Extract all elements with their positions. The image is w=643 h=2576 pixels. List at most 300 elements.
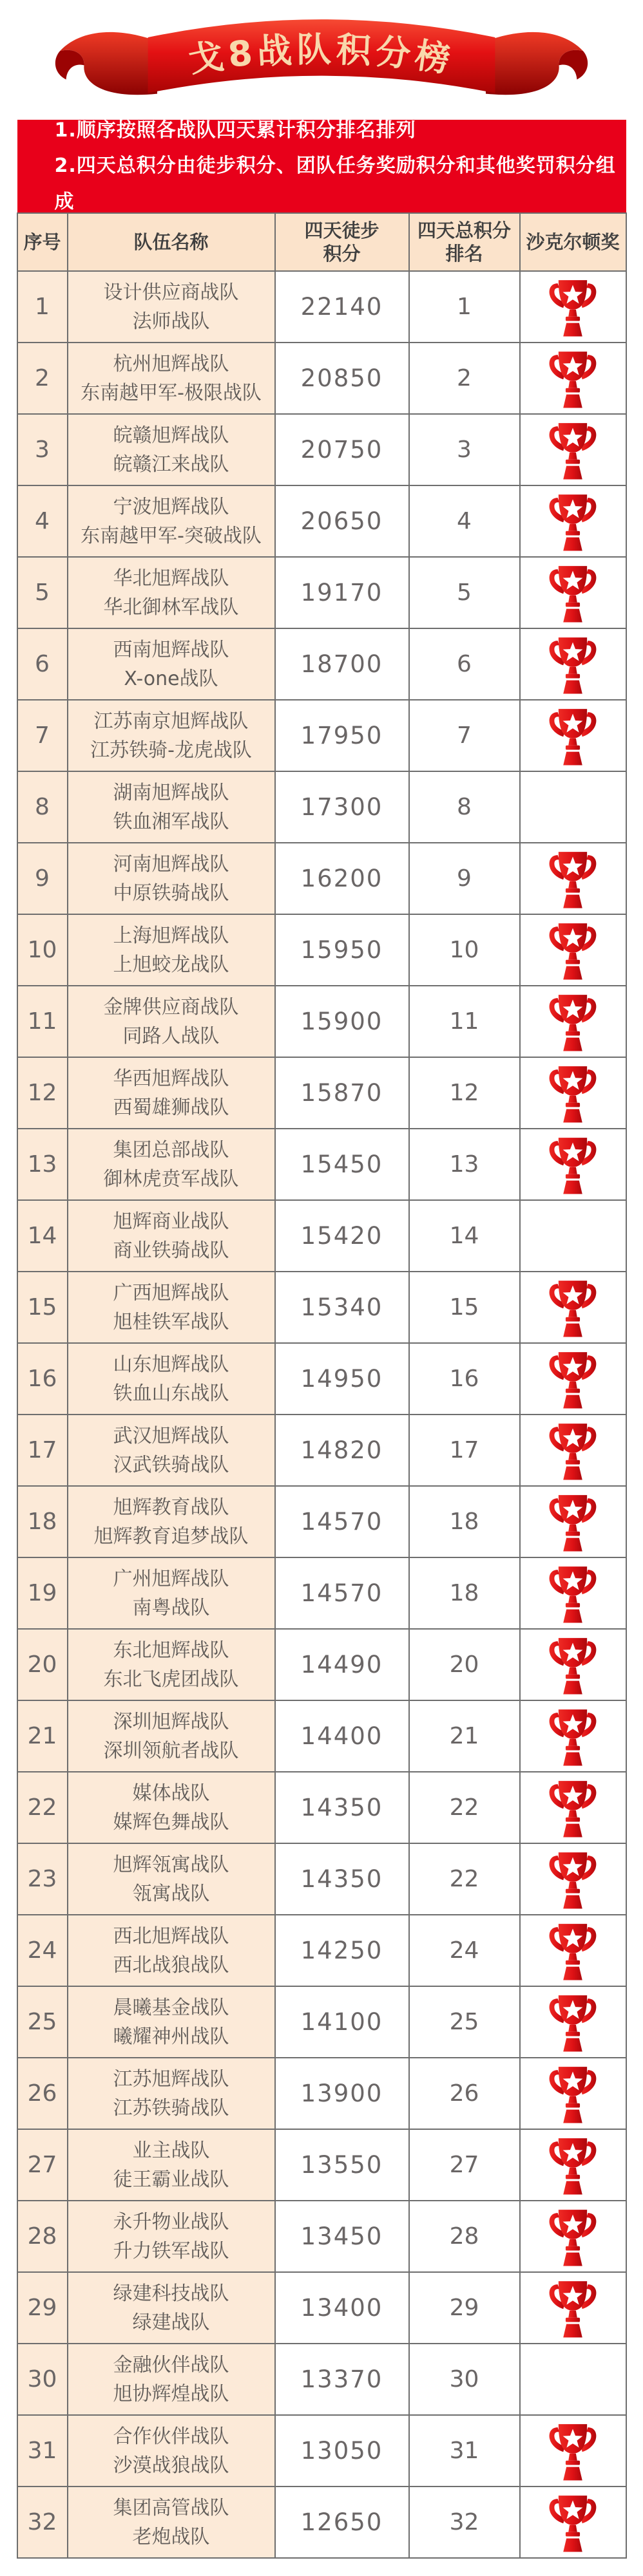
row-rank: 3	[409, 414, 520, 485]
award-cell	[520, 485, 626, 557]
row-rank: 32	[409, 2487, 520, 2558]
trophy-icon	[546, 919, 599, 981]
table-row	[17, 2058, 626, 2129]
row-rank: 12	[409, 1057, 520, 1129]
award-cell	[520, 1986, 626, 2058]
table-row	[17, 343, 626, 414]
team-name: 法师战队	[132, 310, 210, 333]
table-row	[17, 1415, 626, 1486]
row-score: 14820	[275, 1415, 409, 1486]
leaderboard-body	[17, 271, 626, 2558]
award-cell	[520, 1129, 626, 1200]
award-cell	[520, 1772, 626, 1843]
team-names	[68, 1557, 275, 1629]
team-name: 绿建科技战队	[113, 2282, 229, 2305]
team-name: 南粤战队	[132, 1596, 210, 1619]
table-row	[17, 485, 626, 557]
trophy-icon	[546, 1991, 599, 2053]
row-no: 12	[17, 1057, 68, 1129]
row-rank: 9	[409, 843, 520, 914]
row-score: 13400	[275, 2272, 409, 2344]
row-no: 31	[17, 2415, 68, 2487]
row-rank: 28	[409, 2201, 520, 2272]
trophy-icon	[546, 276, 599, 338]
team-name: 湖南旭辉战队	[113, 781, 229, 804]
row-score: 13370	[275, 2344, 409, 2415]
trophy-icon	[546, 1134, 599, 1196]
row-score: 14490	[275, 1629, 409, 1700]
row-score: 20750	[275, 414, 409, 485]
row-no: 6	[17, 628, 68, 700]
team-names	[68, 2058, 275, 2129]
award-cell	[520, 1486, 626, 1557]
team-name: 东南越甲军-突破战队	[81, 524, 262, 547]
team-name: 武汉旭辉战队	[113, 1424, 229, 1447]
team-name: 沙漠战狼战队	[113, 2454, 229, 2477]
team-name: 媒体战队	[132, 1782, 210, 1805]
team-names	[68, 628, 275, 700]
row-rank: 18	[409, 1557, 520, 1629]
team-name: 深圳旭辉战队	[113, 1710, 229, 1733]
award-cell	[520, 771, 626, 843]
team-name: 旭桂铁军战队	[113, 1310, 229, 1333]
team-name: 老炮战队	[132, 2525, 210, 2548]
row-score: 14570	[275, 1557, 409, 1629]
team-name: 东南越甲军-极限战队	[81, 381, 262, 404]
trophy-icon	[546, 419, 599, 481]
table-row	[17, 1772, 626, 1843]
row-no: 4	[17, 485, 68, 557]
team-name: 东北旭辉战队	[113, 1639, 229, 1662]
team-name: 上旭蛟龙战队	[113, 953, 229, 976]
col-header-rank: 四天总积分排名	[409, 213, 520, 271]
row-no: 7	[17, 700, 68, 771]
team-name: 曦耀神州战队	[113, 2025, 229, 2048]
team-name: 媒辉色舞战队	[113, 1810, 229, 1834]
award-cell	[520, 1700, 626, 1772]
row-no: 14	[17, 1200, 68, 1272]
ribbon-banner	[28, 5, 615, 120]
row-score: 22140	[275, 271, 409, 343]
team-name: 中原铁骑战队	[113, 881, 229, 905]
table-row	[17, 2201, 626, 2272]
trophy-icon	[546, 2063, 599, 2125]
row-rank: 15	[409, 1272, 520, 1343]
award-cell	[520, 2415, 626, 2487]
table-row	[17, 2272, 626, 2344]
table-row	[17, 1343, 626, 1415]
col-header-name: 队伍名称	[68, 213, 275, 271]
team-name: 广州旭辉战队	[113, 1567, 229, 1590]
row-rank: 13	[409, 1129, 520, 1200]
award-cell	[520, 271, 626, 343]
table-row	[17, 1129, 626, 1200]
team-name: 东北飞虎团战队	[103, 1668, 239, 1691]
team-names	[68, 843, 275, 914]
row-no: 10	[17, 914, 68, 986]
table-row	[17, 2344, 626, 2415]
award-cell	[520, 414, 626, 485]
col-header-award: 沙克尔顿奖	[520, 213, 626, 271]
team-names	[68, 2344, 275, 2415]
award-cell	[520, 914, 626, 986]
trophy-icon	[546, 1706, 599, 1767]
table-row	[17, 2129, 626, 2201]
row-no: 29	[17, 2272, 68, 2344]
team-name: 华北御林军战队	[103, 596, 239, 619]
team-name: 河南旭辉战队	[113, 852, 229, 876]
row-score: 15450	[275, 1129, 409, 1200]
team-name: 商业铁骑战队	[113, 1239, 229, 1262]
award-cell	[520, 843, 626, 914]
team-names	[68, 1129, 275, 1200]
team-names	[68, 2129, 275, 2201]
trophy-icon	[546, 1277, 599, 1339]
award-cell	[520, 2058, 626, 2129]
table-row	[17, 1486, 626, 1557]
award-cell	[520, 986, 626, 1057]
team-name: 金融伙伴战队	[113, 2353, 229, 2376]
row-rank: 22	[409, 1772, 520, 1843]
team-name: 江苏铁骑战队	[113, 2096, 229, 2120]
team-name: 业主战队	[132, 2139, 210, 2162]
award-cell	[520, 2129, 626, 2201]
table-row	[17, 1200, 626, 1272]
row-rank: 11	[409, 986, 520, 1057]
team-names	[68, 2272, 275, 2344]
table-row	[17, 2415, 626, 2487]
row-no: 2	[17, 343, 68, 414]
table-row	[17, 628, 626, 700]
team-name: 皖赣江来战队	[113, 453, 229, 476]
row-no: 11	[17, 986, 68, 1057]
row-rank: 16	[409, 1343, 520, 1415]
row-rank: 21	[409, 1700, 520, 1772]
page-title: 戈8战队积分榜	[186, 29, 457, 81]
row-rank: 8	[409, 771, 520, 843]
trophy-icon	[546, 1491, 599, 1553]
table-row	[17, 914, 626, 986]
award-cell	[520, 1915, 626, 1986]
row-rank: 5	[409, 557, 520, 628]
trophy-icon	[546, 1563, 599, 1624]
team-names	[68, 986, 275, 1057]
row-no: 8	[17, 771, 68, 843]
row-rank: 24	[409, 1915, 520, 1986]
row-no: 21	[17, 1700, 68, 1772]
row-no: 24	[17, 1915, 68, 1986]
award-cell	[520, 1057, 626, 1129]
trophy-icon	[546, 491, 599, 552]
ribbon-left-wing	[55, 32, 157, 95]
notice-line-1: 1.顺序按照各战队四天累计积分排名排列	[54, 118, 416, 142]
row-rank: 26	[409, 2058, 520, 2129]
award-cell	[520, 2344, 626, 2415]
trophy-icon	[546, 2492, 599, 2553]
team-names	[68, 1486, 275, 1557]
team-names	[68, 771, 275, 843]
team-name: 合作伙伴战队	[113, 2425, 229, 2448]
table-row	[17, 1986, 626, 2058]
award-cell	[520, 2487, 626, 2558]
row-no: 26	[17, 2058, 68, 2129]
trophy-icon	[546, 1062, 599, 1124]
row-score: 14570	[275, 1486, 409, 1557]
notice-box	[17, 120, 626, 212]
row-no: 13	[17, 1129, 68, 1200]
team-name: 铁血湘军战队	[113, 810, 229, 833]
row-rank: 14	[409, 1200, 520, 1272]
table-row	[17, 771, 626, 843]
team-names	[68, 1343, 275, 1415]
team-name: 旭辉商业战队	[113, 1210, 229, 1233]
team-names	[68, 2487, 275, 2558]
row-no: 22	[17, 1772, 68, 1843]
award-cell	[520, 1272, 626, 1343]
row-score: 19170	[275, 557, 409, 628]
leaderboard-table	[17, 212, 627, 2559]
team-names	[68, 1272, 275, 1343]
row-no: 23	[17, 1843, 68, 1915]
trophy-icon	[546, 1848, 599, 1910]
row-no: 25	[17, 1986, 68, 2058]
table-row	[17, 1057, 626, 1129]
team-name: 江苏南京旭辉战队	[93, 710, 249, 733]
notice-line-2: 2.四天总积分由徒步积分、团队任务奖励积分和其他奖罚积分组成	[54, 155, 616, 213]
team-name: 徒王霸业战队	[113, 2168, 229, 2191]
award-cell	[520, 2201, 626, 2272]
row-score: 12650	[275, 2487, 409, 2558]
team-name: 晨曦基金战队	[113, 1996, 229, 2019]
team-name: 永升物业战队	[113, 2210, 229, 2233]
trophy-icon	[546, 1777, 599, 1839]
team-name: 旭辉教育追梦战队	[93, 1525, 249, 1548]
table-row	[17, 1557, 626, 1629]
table-row	[17, 843, 626, 914]
team-name: 皖赣旭辉战队	[113, 424, 229, 447]
team-names	[68, 557, 275, 628]
trophy-icon	[546, 848, 599, 910]
team-names	[68, 1700, 275, 1772]
team-name: 铁血山东战队	[113, 1382, 229, 1405]
award-cell	[520, 1415, 626, 1486]
row-rank: 6	[409, 628, 520, 700]
team-name: 升力铁军战队	[113, 2239, 229, 2262]
trophy-icon	[546, 1634, 599, 1696]
table-row	[17, 2487, 626, 2558]
team-name: 江苏旭辉战队	[113, 2067, 229, 2091]
row-score: 15340	[275, 1272, 409, 1343]
row-no: 17	[17, 1415, 68, 1486]
team-names	[68, 1415, 275, 1486]
row-rank: 20	[409, 1629, 520, 1700]
row-no: 1	[17, 271, 68, 343]
team-name: 西北旭辉战队	[113, 1924, 229, 1948]
row-score: 16200	[275, 843, 409, 914]
trophy-icon	[546, 2206, 599, 2268]
team-names	[68, 1200, 275, 1272]
trophy-icon	[546, 991, 599, 1053]
col-header-no: 序号	[17, 213, 68, 271]
row-score: 20650	[275, 485, 409, 557]
table-row	[17, 414, 626, 485]
row-no: 27	[17, 2129, 68, 2201]
row-no: 15	[17, 1272, 68, 1343]
team-names	[68, 1057, 275, 1129]
table-row	[17, 1915, 626, 1986]
trophy-icon	[546, 705, 599, 767]
row-score: 15870	[275, 1057, 409, 1129]
row-no: 28	[17, 2201, 68, 2272]
row-rank: 22	[409, 1843, 520, 1915]
table-row	[17, 1629, 626, 1700]
team-name: 西蜀雄狮战队	[113, 1096, 229, 1119]
team-names	[68, 914, 275, 986]
row-score: 13450	[275, 2201, 409, 2272]
row-rank: 4	[409, 485, 520, 557]
team-name: 金牌供应商战队	[103, 995, 239, 1019]
row-score: 17300	[275, 771, 409, 843]
row-no: 30	[17, 2344, 68, 2415]
team-name: 江苏铁骑-龙虎战队	[90, 738, 252, 762]
row-rank: 25	[409, 1986, 520, 2058]
team-name: 西南旭辉战队	[113, 638, 229, 661]
row-no: 16	[17, 1343, 68, 1415]
leaderboard-poster	[0, 5, 643, 2559]
award-cell	[520, 2272, 626, 2344]
row-score: 15950	[275, 914, 409, 986]
team-names	[68, 1629, 275, 1700]
trophy-icon	[546, 2420, 599, 2482]
row-score: 15420	[275, 1200, 409, 1272]
team-name: X-one战队	[124, 667, 218, 690]
row-no: 3	[17, 414, 68, 485]
team-names	[68, 485, 275, 557]
row-no: 5	[17, 557, 68, 628]
award-cell	[520, 1200, 626, 1272]
award-cell	[520, 557, 626, 628]
ribbon-banner-icon	[28, 5, 615, 120]
table-row	[17, 1272, 626, 1343]
row-no: 18	[17, 1486, 68, 1557]
row-rank: 7	[409, 700, 520, 771]
trophy-icon	[546, 348, 599, 409]
team-names	[68, 414, 275, 485]
team-names	[68, 1772, 275, 1843]
team-names	[68, 343, 275, 414]
row-score: 13050	[275, 2415, 409, 2487]
team-names	[68, 1915, 275, 1986]
trophy-icon	[546, 562, 599, 624]
team-name: 设计供应商战队	[103, 281, 239, 304]
row-score: 17950	[275, 700, 409, 771]
row-rank: 29	[409, 2272, 520, 2344]
row-score: 14950	[275, 1343, 409, 1415]
team-name: 瓴寓战队	[132, 1882, 210, 1905]
team-names	[68, 1986, 275, 2058]
ribbon-right-wing	[486, 32, 588, 95]
team-name: 上海旭辉战队	[113, 924, 229, 947]
team-name: 绿建战队	[132, 2311, 210, 2334]
award-cell	[520, 1343, 626, 1415]
award-cell	[520, 628, 626, 700]
row-no: 32	[17, 2487, 68, 2558]
team-names	[68, 2415, 275, 2487]
row-score: 18700	[275, 628, 409, 700]
team-names	[68, 2201, 275, 2272]
team-names	[68, 700, 275, 771]
row-score: 14350	[275, 1772, 409, 1843]
team-name: 山东旭辉战队	[113, 1353, 229, 1376]
row-score: 13900	[275, 2058, 409, 2129]
team-names	[68, 1843, 275, 1915]
table-row	[17, 557, 626, 628]
trophy-icon	[546, 1920, 599, 1982]
table-row	[17, 1700, 626, 1772]
team-names	[68, 271, 275, 343]
row-score: 20850	[275, 343, 409, 414]
award-cell	[520, 1629, 626, 1700]
trophy-icon	[546, 634, 599, 695]
team-name: 旭辉瓴寓战队	[113, 1853, 229, 1876]
trophy-icon	[546, 1420, 599, 1481]
trophy-icon	[546, 1348, 599, 1410]
team-name: 深圳领航者战队	[103, 1739, 239, 1762]
team-name: 宁波旭辉战队	[113, 495, 229, 518]
team-name: 同路人战队	[122, 1024, 220, 1048]
row-rank: 2	[409, 343, 520, 414]
team-name: 西北战狼战队	[113, 1953, 229, 1977]
row-score: 14250	[275, 1915, 409, 1986]
table-row	[17, 1843, 626, 1915]
row-score: 14400	[275, 1700, 409, 1772]
team-name: 旭协辉煌战队	[113, 2382, 229, 2405]
row-no: 20	[17, 1629, 68, 1700]
team-name: 华北旭辉战队	[113, 567, 229, 590]
row-score: 14350	[275, 1843, 409, 1915]
row-score: 14100	[275, 1986, 409, 2058]
trophy-icon	[546, 2134, 599, 2196]
row-no: 9	[17, 843, 68, 914]
team-name: 汉武铁骑战队	[113, 1453, 229, 1476]
team-name: 旭辉教育战队	[113, 1496, 229, 1519]
award-cell	[520, 343, 626, 414]
table-row	[17, 271, 626, 343]
row-score: 15900	[275, 986, 409, 1057]
table-row	[17, 700, 626, 771]
row-no: 19	[17, 1557, 68, 1629]
team-name: 杭州旭辉战队	[113, 352, 229, 375]
award-cell	[520, 1557, 626, 1629]
row-rank: 18	[409, 1486, 520, 1557]
row-rank: 30	[409, 2344, 520, 2415]
award-cell	[520, 1843, 626, 1915]
team-name: 集团高管战队	[113, 2496, 229, 2519]
team-name: 广西旭辉战队	[113, 1281, 229, 1304]
row-rank: 10	[409, 914, 520, 986]
row-score: 13550	[275, 2129, 409, 2201]
table-row	[17, 986, 626, 1057]
row-rank: 1	[409, 271, 520, 343]
header-row	[17, 213, 626, 271]
col-header-score: 四天徒步积分	[275, 213, 409, 271]
row-rank: 27	[409, 2129, 520, 2201]
award-cell	[520, 700, 626, 771]
trophy-icon	[546, 2277, 599, 2339]
team-name: 集团总部战队	[113, 1138, 229, 1161]
row-rank: 31	[409, 2415, 520, 2487]
team-name: 御林虎贲军战队	[103, 1167, 239, 1190]
